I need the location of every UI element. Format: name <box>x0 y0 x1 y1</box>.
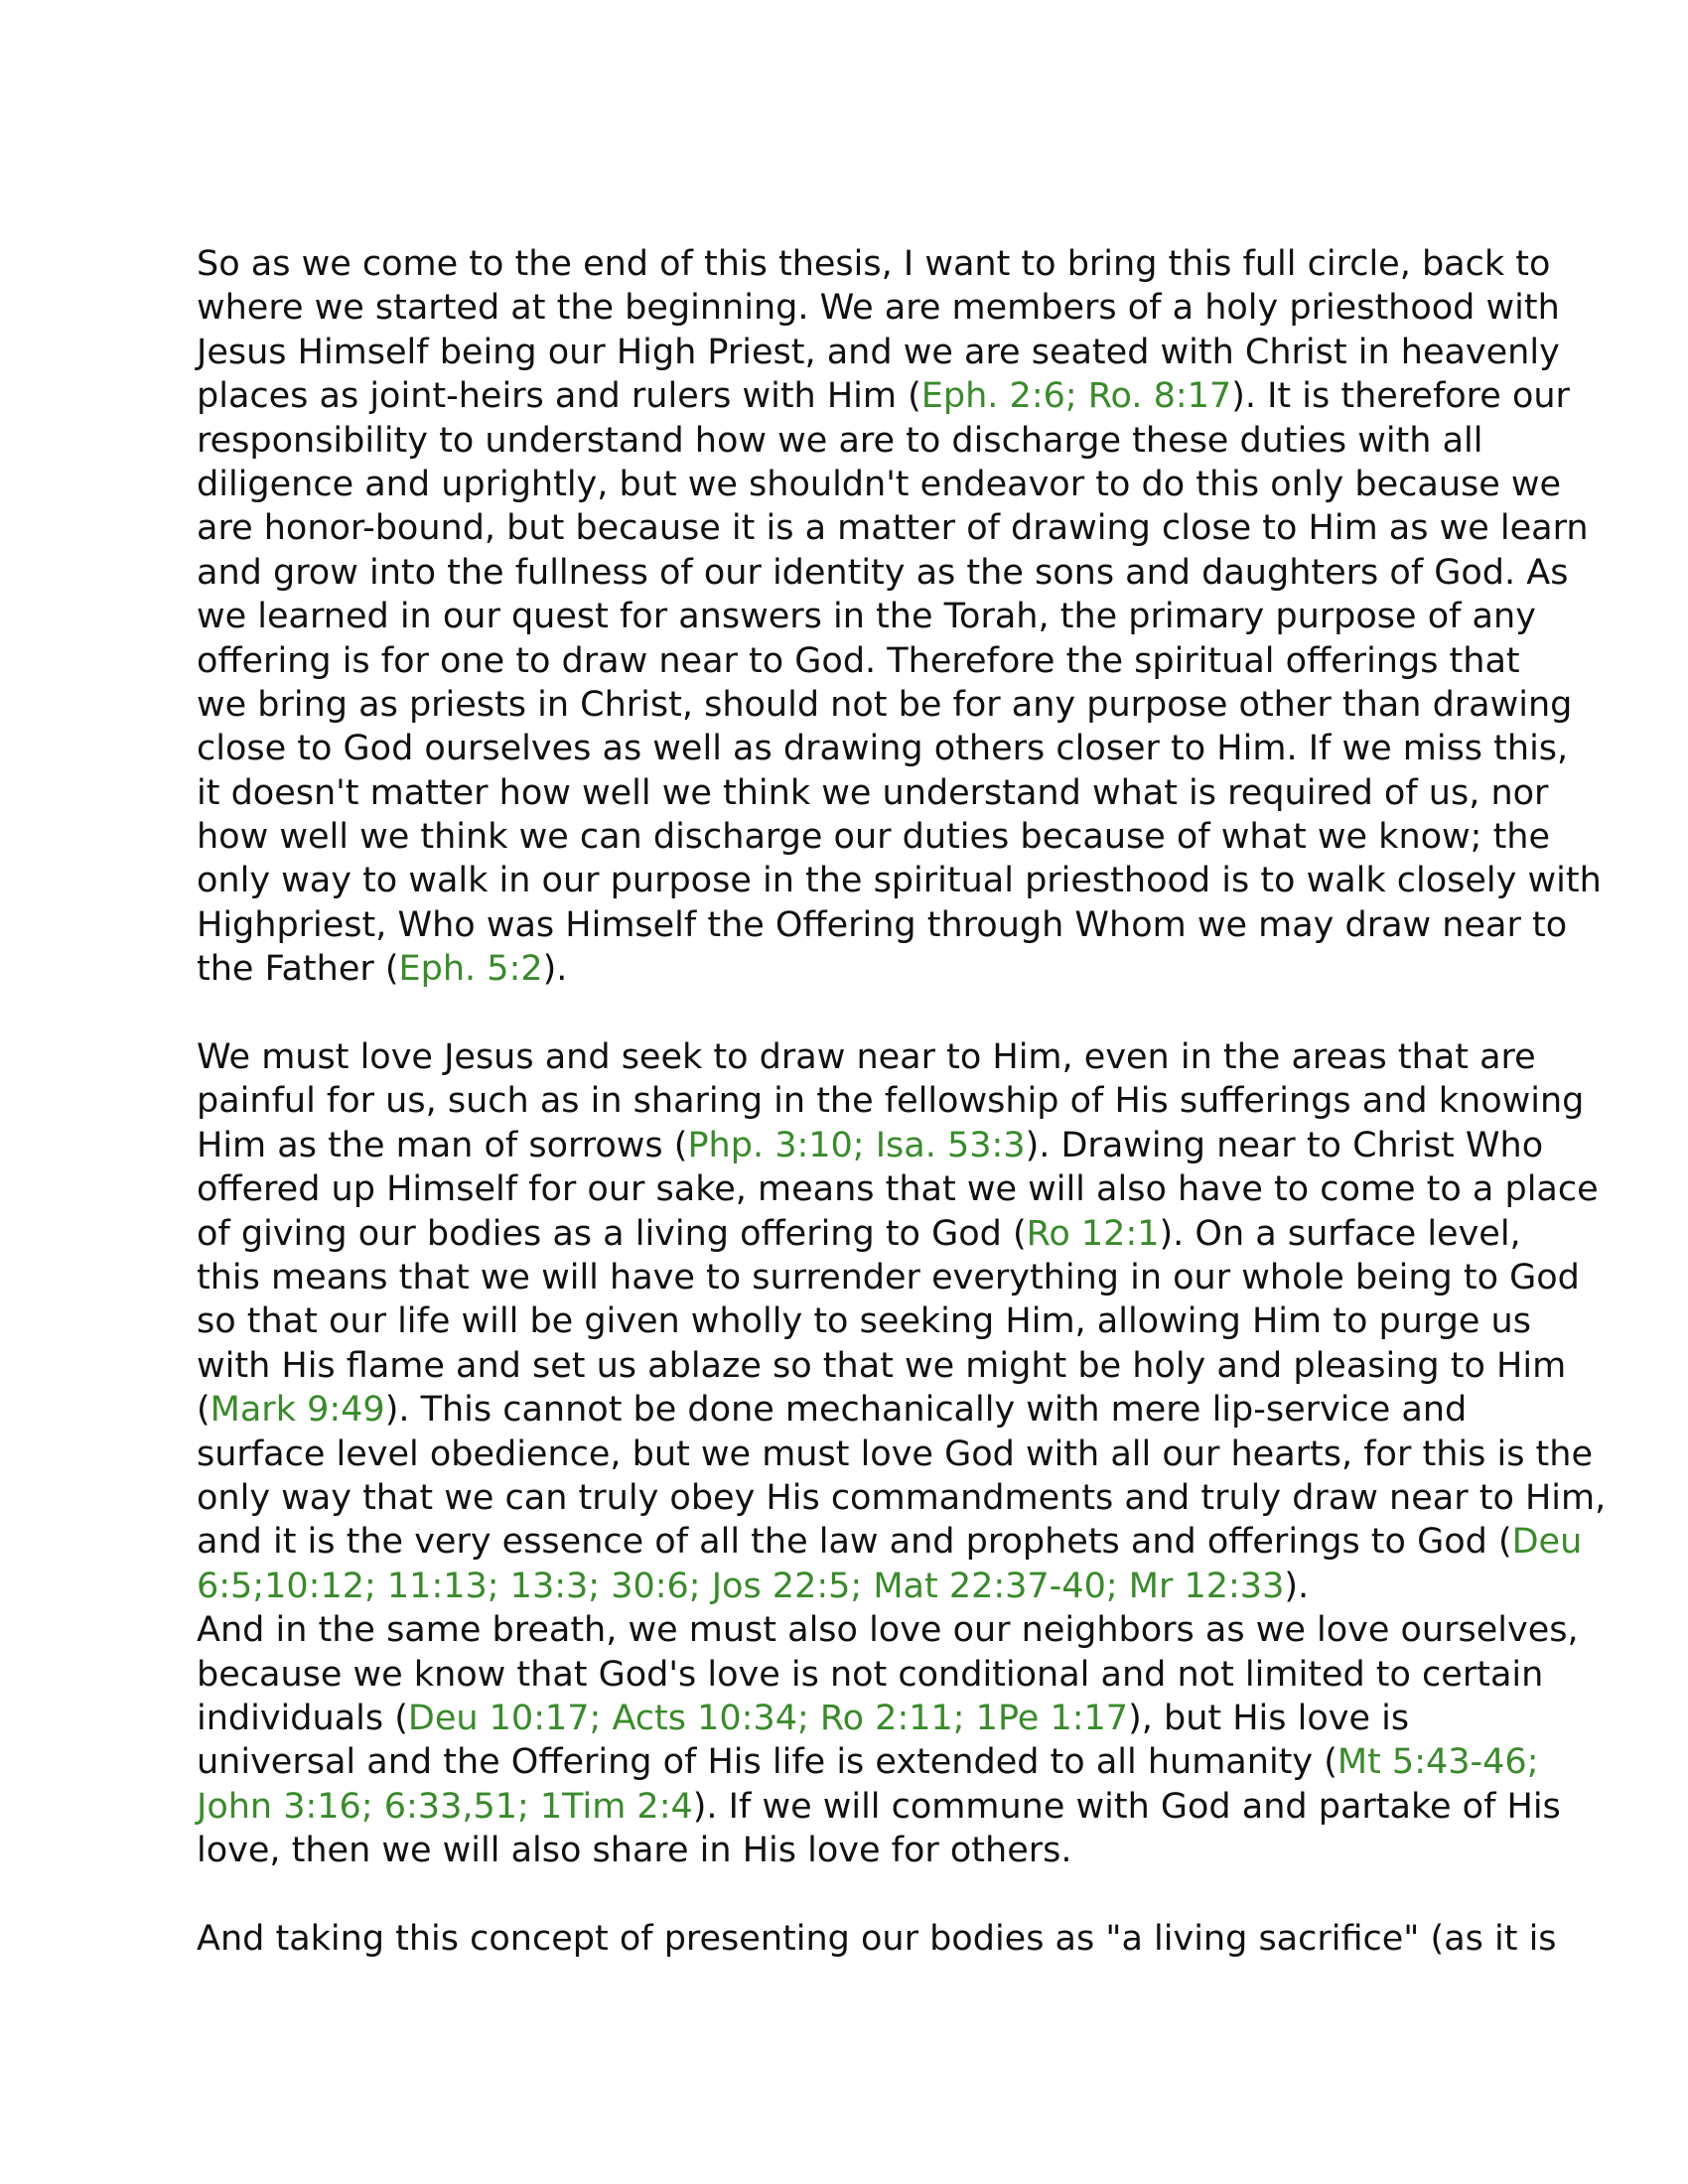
text-segment: And in the same breath, we must also love our neighbors as we love ourselves, <box>197 1610 1579 1651</box>
text-line <box>197 1167 1599 1211</box>
text-line <box>197 903 1568 947</box>
text-line <box>197 242 1551 286</box>
scripture-reference: Deu <box>1511 1522 1583 1563</box>
text-line <box>197 771 1549 815</box>
text-segment: surface level obedience, but we must love God with all our hearts, for this is the <box>197 1433 1593 1474</box>
text-segment: ). If we will commune with God and partake of His <box>692 1786 1561 1827</box>
text-line <box>197 374 1570 418</box>
text-line <box>197 419 1497 463</box>
text-line <box>197 1344 1567 1388</box>
text-segment: And taking this concept of presenting our bodies as "a living sacrifice" (as it is <box>197 1918 1557 1959</box>
text-segment: we learned in our quest for answers in the Torah, the primary purpose of any <box>197 597 1536 637</box>
text-segment: it doesn't matter how well we think we understand what is required of us, nor <box>197 772 1549 813</box>
text-line <box>197 551 1569 595</box>
scripture-reference: Eph. 5:2 <box>398 949 543 990</box>
text-line <box>197 1520 1583 1564</box>
text-line <box>197 1299 1531 1343</box>
text-line <box>197 683 1573 727</box>
text-segment: diligence and uprightly, but we shouldn't endeavor to do this only because we <box>197 464 1562 504</box>
text-line <box>197 1035 1536 1079</box>
text-line <box>197 1212 1521 1256</box>
scripture-reference: Deu 10:17; Acts 10:34; Ro 2:11; 1Pe 1:17 <box>407 1698 1129 1738</box>
text-segment: offered up Himself for our sake, means that we will also have to come to a place <box>197 1169 1599 1210</box>
text-segment: only way to walk in our purpose in the spiritual priesthood is to walk closely with <box>197 861 1602 901</box>
text-line <box>197 947 1497 991</box>
text-line <box>197 1565 1497 1608</box>
text-segment: individuals ( <box>197 1698 408 1738</box>
text-line <box>197 1388 1497 1432</box>
text-segment: Highpriest, Who was Himself the Offering through Whom we may draw near to <box>197 904 1568 945</box>
text-segment: because we know that God's love is not conditional and not limited to certain <box>197 1654 1544 1695</box>
text-segment: Jesus Himself being our High Priest, and we are seated with Christ in heavenly <box>197 332 1560 372</box>
text-segment: We must love Jesus and seek to draw near to Him, even in the areas that are <box>197 1037 1536 1078</box>
text-line <box>197 1785 1561 1829</box>
text-line <box>197 1608 1579 1652</box>
text-segment: close to God ourselves as well as drawing others closer to Him. If we miss this, <box>197 729 1569 769</box>
text-segment: how well we think we can discharge our duties because of what we know; the <box>197 817 1551 858</box>
text-segment: So as we come to the end of this thesis, I want to bring this full circle, back to <box>197 244 1551 284</box>
paragraph <box>197 1917 1557 1961</box>
text-segment: painful for us, such as in sharing in the fellowship of His sufferings and knowing <box>197 1081 1585 1122</box>
text-segment: ). <box>1284 1566 1310 1606</box>
text-segment: ). It is therefore our <box>1231 376 1570 417</box>
text-segment: Him as the man of sorrows ( <box>197 1125 688 1165</box>
text-line <box>197 1476 1607 1520</box>
text-line <box>197 639 1520 683</box>
paragraph-spacer <box>197 1872 1497 1916</box>
text-segment: ). This cannot be done mechanically with mere lip-service and <box>384 1390 1468 1431</box>
text-segment: with His flame and set us ablaze so that we might be holy and pleasing to Him <box>197 1345 1567 1386</box>
scripture-reference: Mt 5:43-46; <box>1336 1742 1539 1783</box>
text-line <box>197 1829 1497 1872</box>
text-segment: are honor-bound, but because it is a matter of drawing close to Him as we learn <box>197 508 1589 549</box>
scripture-reference: John 3:16; 6:33,51; 1Tim 2:4 <box>197 1786 693 1827</box>
text-line <box>197 1256 1580 1299</box>
text-line <box>197 1079 1585 1123</box>
text-line <box>197 1124 1544 1167</box>
text-line <box>197 1740 1539 1784</box>
text-segment: ). <box>542 949 568 990</box>
text-segment: ). Drawing near to Christ Who <box>1025 1125 1544 1165</box>
text-line <box>197 1697 1497 1740</box>
text-segment: where we started at the beginning. We are members of a holy priesthood with <box>197 288 1560 329</box>
text-segment: and grow into the fullness of our identity as the sons and daughters of God. As <box>197 552 1569 593</box>
text-segment: of giving our bodies as a living offering to God ( <box>197 1213 1027 1254</box>
text-segment: responsibility to understand how we are to discharge these duties with all <box>197 420 1483 461</box>
paragraph <box>197 1035 1607 1872</box>
text-segment: this means that we will have to surrender everything in our whole being to God <box>197 1257 1580 1297</box>
text-line <box>197 463 1562 506</box>
text-line <box>197 1653 1544 1697</box>
text-line <box>197 595 1536 638</box>
paragraph <box>197 242 1602 992</box>
text-line <box>197 1433 1593 1476</box>
scripture-reference: Mark 9:49 <box>210 1390 385 1431</box>
text-segment: universal and the Offering of His life is extended to all humanity ( <box>197 1742 1337 1783</box>
text-line <box>197 727 1569 770</box>
text-line <box>197 506 1589 550</box>
text-line <box>197 859 1602 902</box>
text-segment: we bring as priests in Christ, should not be for any purpose other than drawing <box>197 684 1573 725</box>
text-segment: love, then we will also share in His love for others. <box>197 1831 1072 1871</box>
text-segment: offering is for one to draw near to God. Therefore the spiritual offerings that <box>197 640 1520 681</box>
text-segment: the Father ( <box>197 949 399 990</box>
scripture-reference: Eph. 2:6; Ro. 8:17 <box>920 376 1232 417</box>
text-segment: ( <box>197 1390 211 1431</box>
text-segment: and it is the very essence of all the law and prophets and offerings to God ( <box>197 1522 1512 1563</box>
text-segment: places as joint-heirs and rulers with Him ( <box>197 376 921 417</box>
text-line <box>197 286 1560 330</box>
scripture-reference: Ro 12:1 <box>1026 1213 1160 1254</box>
text-line <box>197 815 1551 859</box>
text-line <box>197 1917 1557 1961</box>
text-segment: ), but His love is <box>1128 1698 1410 1738</box>
body-text <box>197 242 1607 1961</box>
text-segment: only way that we can truly obey His commandments and truly draw near to Him, <box>197 1477 1607 1518</box>
scripture-reference: Php. 3:10; Isa. 53:3 <box>687 1125 1026 1165</box>
text-segment: ). On a surface level, <box>1159 1213 1521 1254</box>
paragraph-spacer <box>197 992 1497 1035</box>
text-line <box>197 331 1560 374</box>
text-segment: so that our life will be given wholly to seeking Him, allowing Him to purge us <box>197 1301 1531 1342</box>
scripture-reference: 6:5;10:12; 11:13; 13:3; 30:6; Jos 22:5; Mat 22:37-40; Mr 12:33 <box>197 1566 1285 1606</box>
